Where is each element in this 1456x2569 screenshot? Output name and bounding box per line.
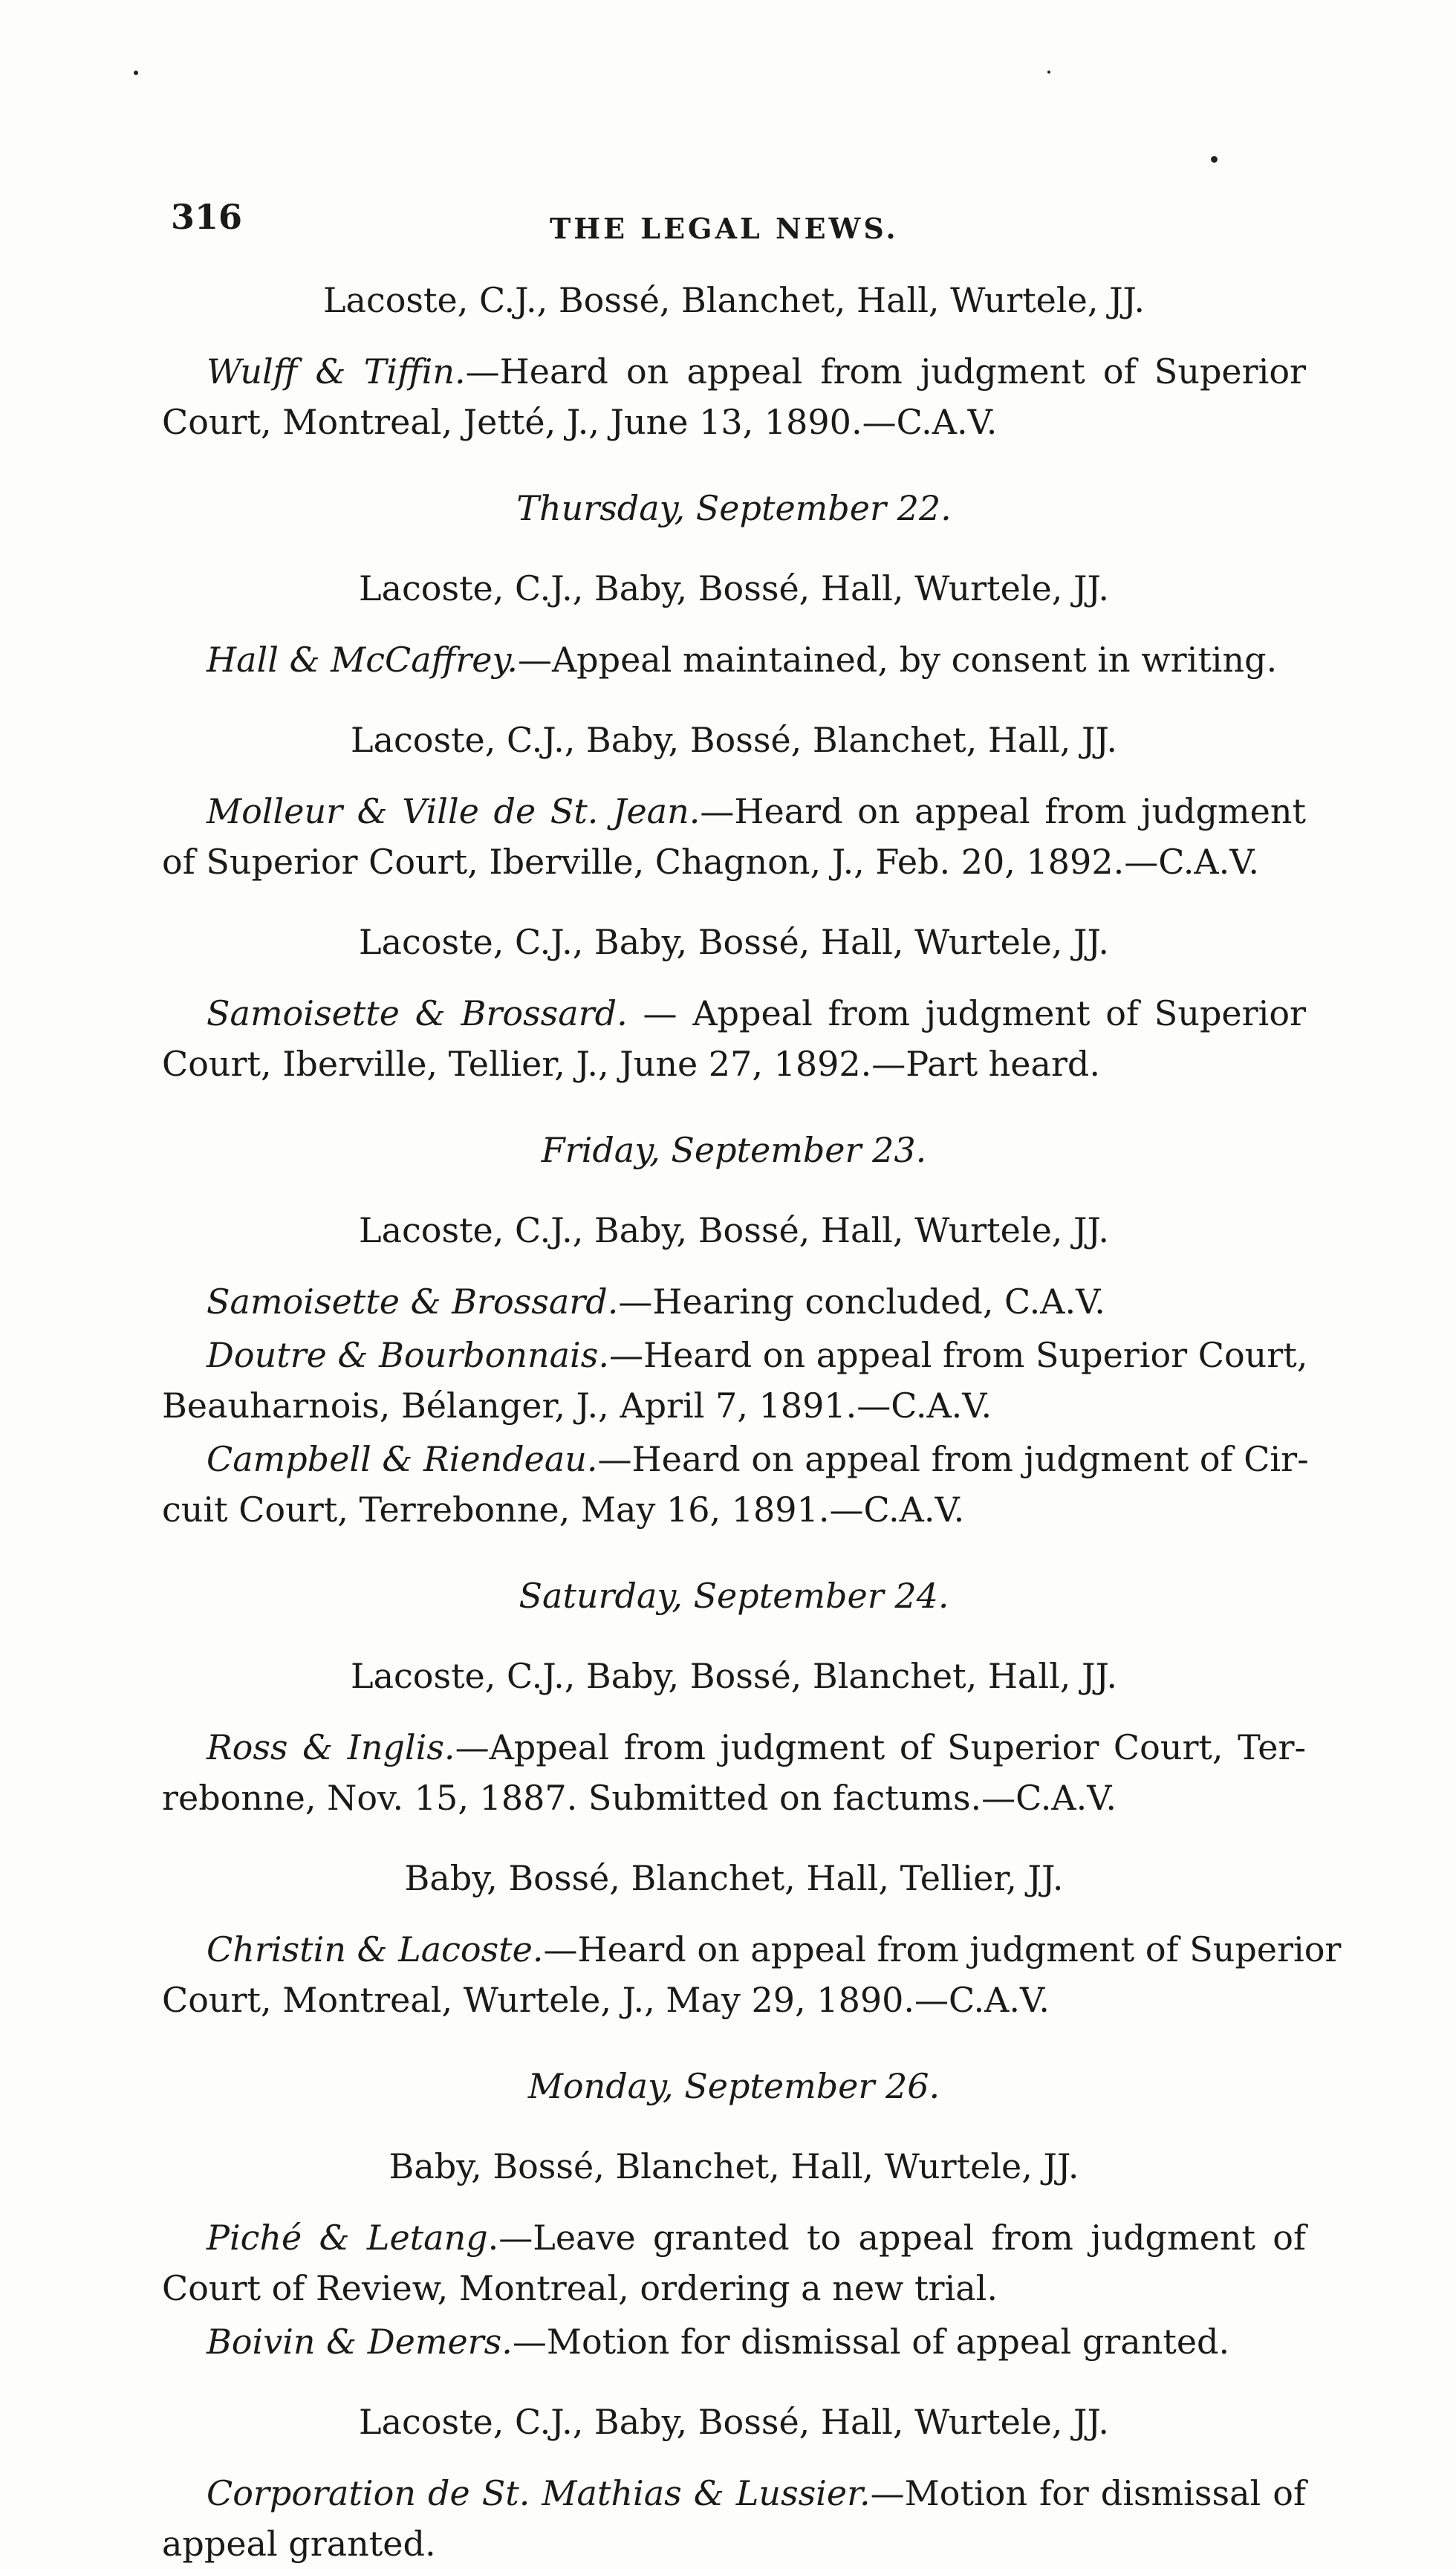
case-first-line — [162, 1722, 1306, 1773]
case-entry — [162, 2212, 1306, 2313]
case-first-line — [162, 1434, 1309, 1484]
print-speck — [1047, 71, 1050, 74]
case-parties: Hall & McCaffrey. — [207, 640, 518, 680]
case-text: .—Leave granted to appeal from judgment of — [487, 2218, 1306, 2258]
case-continuation-line: Court, Montreal, Jetté, J., June 13, 1890.—C.A.V. — [162, 402, 998, 442]
case-text: —Heard on appeal from judgment of Cir- — [597, 1439, 1309, 1479]
case-parties: Corporation de St. Mathias & Lussier. — [207, 2473, 871, 2513]
bench-line: Lacoste, C.J., Baby, Bossé, Blanchet, Hall, JJ. — [351, 1656, 1117, 1696]
date-heading: Saturday, September 24. — [519, 1576, 949, 1616]
date-heading: Thursday, September 22. — [516, 488, 952, 528]
case-entry — [162, 1722, 1306, 1823]
case-first-line — [162, 2212, 1306, 2263]
case-parties: Boivin & Demers. — [207, 2322, 513, 2362]
case-parties: Ross & Inglis. — [207, 1727, 455, 1767]
case-text: —Heard on appeal from Superior Court, — [608, 1335, 1308, 1375]
case-text: —Appeal from judgment of Superior Court, Ter- — [455, 1727, 1306, 1767]
case-entry — [162, 1924, 1342, 2025]
print-speck — [1211, 156, 1218, 163]
case-parties: Samoisette & Brossard. — [207, 993, 628, 1033]
case-entry — [162, 2468, 1306, 2569]
bench-line: Lacoste, C.J., Baby, Bossé, Hall, Wurtele, JJ. — [359, 2402, 1109, 2442]
case-entry — [162, 634, 1306, 685]
case-entry — [162, 988, 1306, 1089]
case-text: —Heard on appeal from judgment of Superior — [543, 1929, 1342, 1969]
case-text: — Appeal from judgment of Superior — [627, 993, 1307, 1033]
bench-line: Lacoste, C.J., Baby, Bossé, Blanchet, Hall, JJ. — [351, 720, 1117, 760]
case-text: —Motion for dismissal of — [870, 2473, 1306, 2513]
document-body — [162, 275, 1342, 2569]
case-parties: Christin & Lacoste. — [207, 1929, 544, 1969]
case-first-line — [162, 2468, 1306, 2518]
case-first-line — [162, 1330, 1306, 1380]
case-first-line — [162, 634, 1306, 685]
print-speck — [134, 71, 138, 75]
case-first-line — [162, 1276, 1306, 1327]
case-first-line — [162, 2316, 1306, 2367]
case-continuation-line: appeal granted. — [162, 2524, 436, 2564]
case-parties: Wulff & Tiffin. — [207, 351, 466, 392]
page-number: 316 — [171, 197, 243, 237]
bench-line: Lacoste, C.J., Baby, Bossé, Hall, Wurtele, JJ. — [359, 568, 1109, 608]
bench-line: Lacoste, C.J., Baby, Bossé, Hall, Wurtele, JJ. — [359, 1210, 1109, 1250]
case-text: —Motion for dismissal of appeal granted. — [512, 2322, 1230, 2362]
bench-line: Baby, Bossé, Blanchet, Hall, Wurtele, JJ. — [389, 2146, 1079, 2186]
case-parties: Samoisette & Brossard. — [207, 1282, 619, 1322]
bench-line: Lacoste, C.J., Bossé, Blanchet, Hall, Wurtele, JJ. — [322, 280, 1145, 320]
case-parties: Piché & Letang — [207, 2218, 488, 2258]
case-text: —Heard on appeal from judgment of Superior — [465, 351, 1306, 392]
case-entry — [162, 346, 1306, 447]
case-continuation-line: Court of Review, Montreal, ordering a new trial. — [162, 2268, 998, 2308]
case-first-line — [162, 988, 1306, 1039]
bench-line: Lacoste, C.J., Baby, Bossé, Hall, Wurtele, JJ. — [359, 922, 1109, 962]
case-text: —Hearing concluded, C.A.V. — [618, 1282, 1105, 1322]
running-head — [171, 197, 1300, 249]
case-continuation-line: Court, Iberville, Tellier, J., June 27, 1892.—Part heard. — [162, 1044, 1101, 1084]
journal-title: THE LEGAL NEWS. — [550, 212, 899, 245]
case-entry — [162, 1434, 1309, 1535]
case-text: —Heard on appeal from judgment — [700, 791, 1307, 831]
case-entry — [162, 2316, 1306, 2367]
bench-line: Baby, Bossé, Blanchet, Hall, Tellier, JJ. — [404, 1858, 1064, 1898]
case-continuation-line: Beauharnois, Bélanger, J., April 7, 1891.—C.A.V. — [162, 1386, 992, 1426]
case-entry — [162, 786, 1306, 887]
case-entry — [162, 1276, 1306, 1327]
case-parties: Doutre & Bourbonnais. — [207, 1335, 609, 1375]
case-first-line — [162, 786, 1306, 837]
case-continuation-line: cuit Court, Terrebonne, May 16, 1891.—C.A.V. — [162, 1490, 965, 1530]
date-heading: Friday, September 23. — [541, 1130, 927, 1170]
case-text: —Appeal maintained, by consent in writing. — [517, 640, 1278, 680]
case-first-line — [162, 1924, 1342, 1975]
case-first-line — [162, 346, 1306, 397]
date-heading: Monday, September 26. — [527, 2066, 940, 2106]
case-parties: Campbell & Riendeau. — [207, 1439, 598, 1479]
case-continuation-line: of Superior Court, Iberville, Chagnon, J., Feb. 20, 1892.—C.A.V. — [162, 842, 1260, 882]
case-entry — [162, 1330, 1306, 1431]
case-continuation-line: Court, Montreal, Wurtele, J., May 29, 1890.—C.A.V. — [162, 1980, 1050, 2020]
case-parties: Molleur & Ville de St. Jean. — [207, 791, 701, 831]
case-continuation-line: rebonne, Nov. 15, 1887. Submitted on factums.—C.A.V. — [162, 1778, 1117, 1818]
